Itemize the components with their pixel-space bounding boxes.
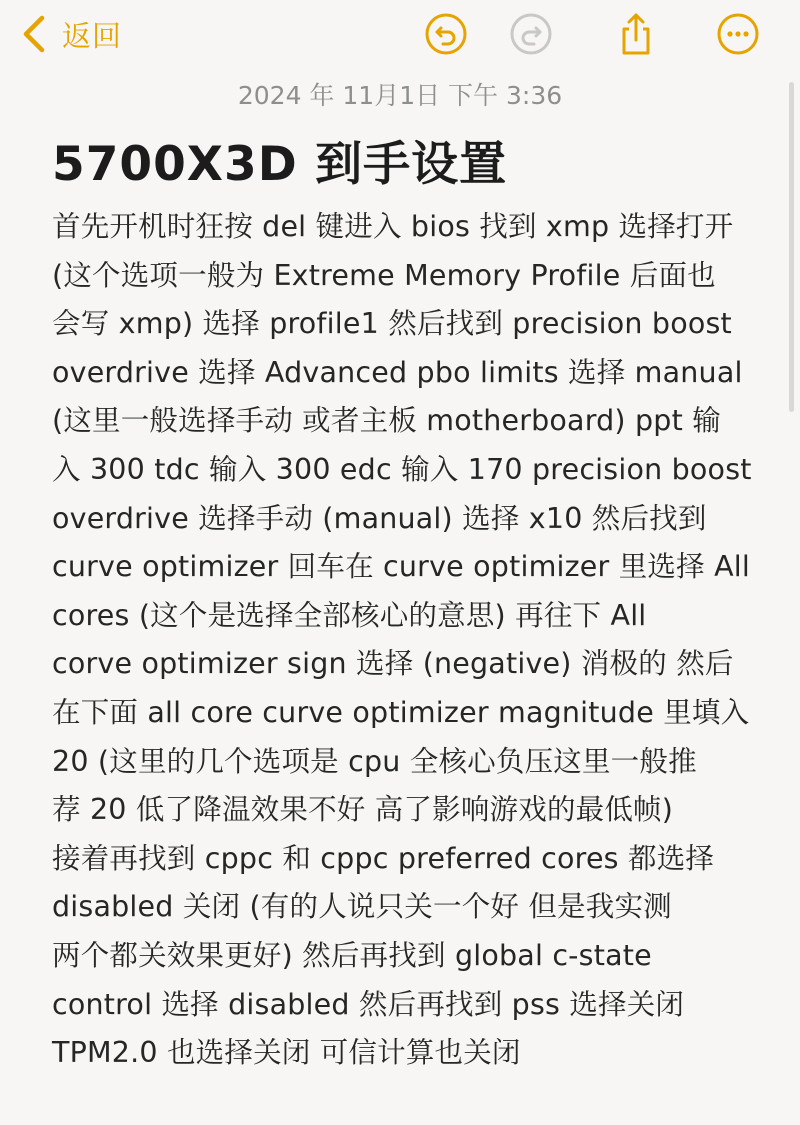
chevron-left-icon [20, 14, 48, 54]
note-title[interactable]: 5700X3D 到手设置 [52, 137, 508, 192]
share-button[interactable] [614, 12, 658, 56]
note-body[interactable]: 首先开机时狂按 del 键进入 bios 找到 xmp 选择打开 (这个选项一般为 Extreme Memory Profile 后面也 会写 xmp) 选择 profile1 然后找到 precision boost overdrive 选择 Advanced pbo limits 选择 manual (这里一般选择手动 或者主板 motherboard) ppt 输 入 300 tdc 输入 300 edc 输入 170 precision boost overdrive 选择手动 (manual) 选择 x10 然后找到 curve optimizer 回车在 curve optimizer 里选择 All cores (这个是选择全部核心的意思) 再往下 All corve optimizer sign 选择 (negative) 消极的 然后 在下面 all core curve optimizer magnitude 里填入 20 (这里的几个选项是 cpu 全核心负压这里一般推 荐 20 低了降温效果不好 高了影响游戏的最低帧) 接着再找到 cppc 和 cppc preferred cores 都选择 disabled 关闭 (有的人说只关一个好 但是我实测 两个都关效果更好) 然后再找到 global c-state control 选择 disabled 然后再找到 pss 选择关闭 TPM2.0 也选择关闭 可信计算也关闭 [52, 210, 752, 1070]
undo-icon [424, 12, 468, 56]
undo-button[interactable] [424, 12, 468, 56]
note-toolbar [0, 0, 800, 70]
scroll-indicator[interactable] [789, 82, 794, 412]
more-icon [716, 12, 760, 56]
note-timestamp: 2024 年 11月1日 下午 3:36 [237, 81, 563, 110]
back-button[interactable] [20, 12, 122, 56]
share-icon [614, 12, 658, 56]
redo-button[interactable] [509, 12, 553, 56]
back-label: 返回 [62, 18, 123, 53]
more-button[interactable] [716, 12, 760, 56]
redo-icon [509, 12, 553, 56]
